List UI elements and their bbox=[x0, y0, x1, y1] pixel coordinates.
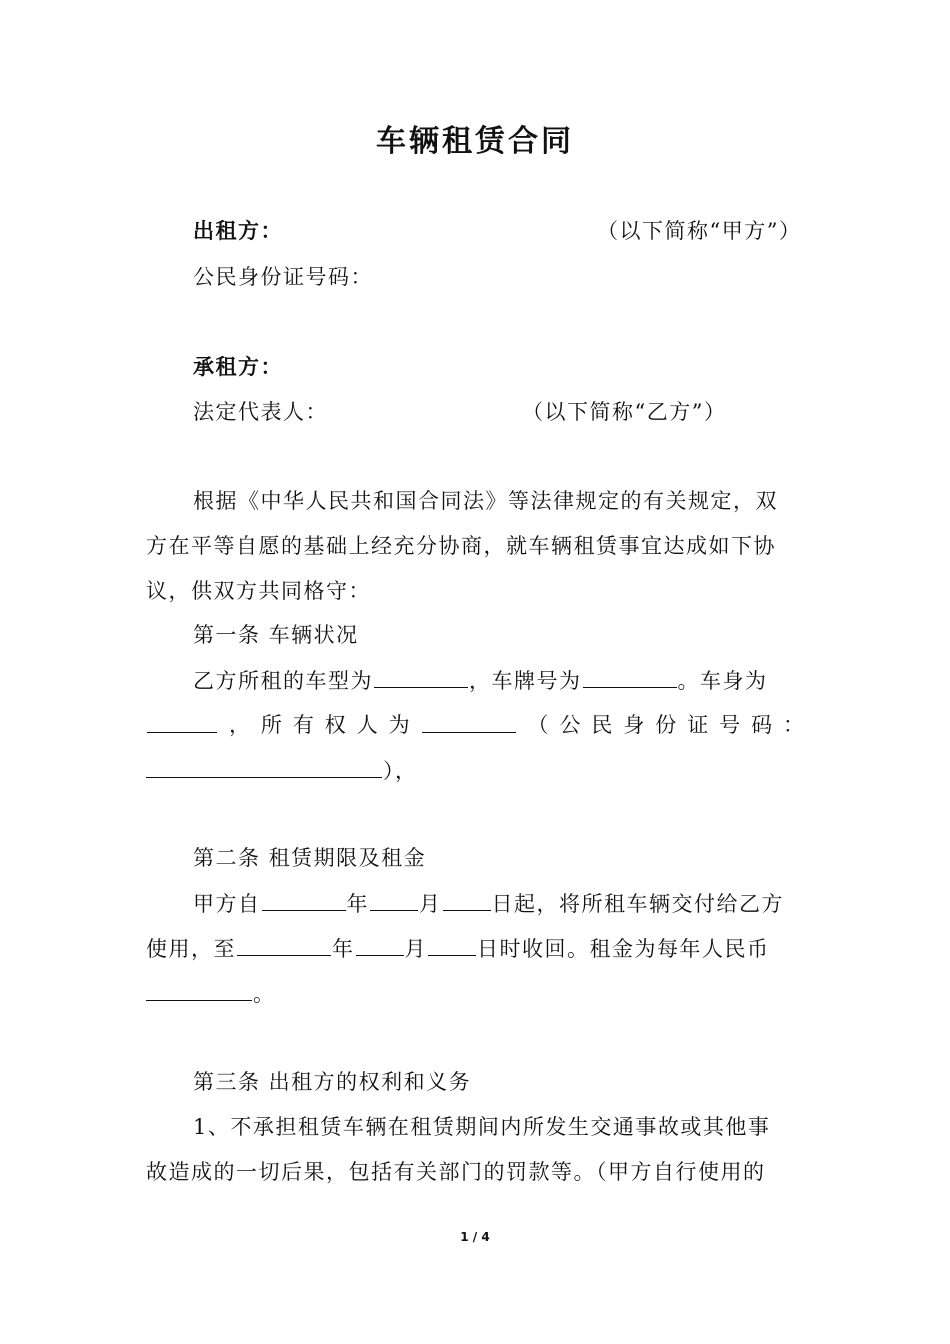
rent-amount-blank bbox=[146, 978, 252, 1001]
article1-paren-open: （ bbox=[527, 713, 549, 737]
article1-comma: ， bbox=[228, 713, 250, 737]
start-day-blank bbox=[443, 888, 491, 911]
preamble-line-3: 议，供双方共同格守： bbox=[146, 579, 371, 603]
article1-char-wei: 为 bbox=[388, 713, 410, 737]
end-year-blank bbox=[237, 933, 331, 956]
article1-char-min: 民 bbox=[591, 713, 613, 737]
plate-number-blank bbox=[583, 665, 677, 688]
article2-until-label: 使用，至 bbox=[146, 937, 236, 961]
article1-char-suo: 所 bbox=[260, 713, 282, 737]
article2-year-2: 年 bbox=[332, 937, 355, 961]
article1-line-1 bbox=[193, 665, 804, 696]
car-model-blank bbox=[374, 665, 468, 688]
preamble-line-2: 方在平等自愿的基础上经充分协商，就车辆租赁事宜达成如下协 bbox=[146, 534, 776, 558]
article1-plate-label: ，车牌号为 bbox=[469, 669, 582, 693]
lessor-label: 出租方： bbox=[193, 218, 283, 243]
car-body-blank bbox=[147, 710, 217, 733]
article2-month-1: 月 bbox=[419, 892, 442, 916]
article1-line3-end: ）， bbox=[383, 759, 418, 783]
article2-year-1: 年 bbox=[346, 892, 369, 916]
article2-month-2: 月 bbox=[404, 937, 427, 961]
article1-char-hao: 号 bbox=[719, 713, 741, 737]
article1-char-you: 有 bbox=[292, 713, 314, 737]
article1-line-2 bbox=[146, 710, 804, 740]
article3-heading: 第三条 出租方的权利和义务 bbox=[193, 1070, 472, 1094]
end-day-blank bbox=[428, 933, 476, 956]
article1-char-fen: 份 bbox=[655, 713, 677, 737]
article2-line3-end: 。 bbox=[253, 982, 276, 1006]
article1-char-quan: 权 bbox=[324, 713, 346, 737]
article1-heading: 第一条 车辆状况 bbox=[193, 623, 359, 647]
article1-char-zheng: 证 bbox=[687, 713, 709, 737]
article2-heading: 第二条 租赁期限及租金 bbox=[193, 846, 427, 870]
id-number-label: 公民身份证号码： bbox=[193, 265, 373, 289]
article2-line-2 bbox=[146, 933, 804, 964]
article1-char-shen: 身 bbox=[623, 713, 645, 737]
start-year-blank bbox=[262, 888, 346, 911]
page-indicator: 1 / 4 bbox=[460, 1230, 490, 1244]
article2-line-3 bbox=[146, 978, 804, 1009]
article1-char-ren: 人 bbox=[356, 713, 378, 737]
article2-from-label: 甲方自 bbox=[193, 892, 261, 916]
article2-line2-rest: 日时收回。租金为每年人民币 bbox=[477, 937, 770, 961]
article3-line-1: 1、不承担租赁车辆在租赁期间内所发生交通事故或其他事 bbox=[193, 1115, 771, 1139]
lessee-note: （以下简称“乙方”） bbox=[522, 400, 727, 424]
article1-line-3 bbox=[146, 755, 804, 786]
preamble-line-1: 根据《中华人民共和国合同法》等法律规定的有关规定，双 bbox=[193, 489, 778, 513]
article2-line-1 bbox=[193, 888, 804, 919]
start-month-blank bbox=[370, 888, 418, 911]
contract-title: 车辆租赁合同 bbox=[376, 124, 574, 159]
article1-char-ma: 码 bbox=[751, 713, 773, 737]
lessor-note: （以下简称“甲方”） bbox=[597, 219, 802, 243]
article3-line-2: 故造成的一切后果，包括有关部门的罚款等。（甲方自行使用的 bbox=[146, 1160, 766, 1184]
article2-line1-rest: 日起，将所租车辆交付给乙方 bbox=[491, 892, 784, 916]
end-month-blank bbox=[356, 933, 404, 956]
legal-rep-label: 法定代表人： bbox=[193, 400, 328, 424]
article1-colon: ： bbox=[783, 713, 804, 737]
lessee-label: 承租方： bbox=[193, 354, 283, 379]
owner-id-blank bbox=[146, 755, 382, 778]
article1-char-gong: 公 bbox=[559, 713, 581, 737]
article1-car-model-label: 乙方所租的车型为 bbox=[193, 669, 373, 693]
article1-body-label: 。车身为 bbox=[677, 669, 768, 693]
owner-blank bbox=[422, 710, 516, 733]
